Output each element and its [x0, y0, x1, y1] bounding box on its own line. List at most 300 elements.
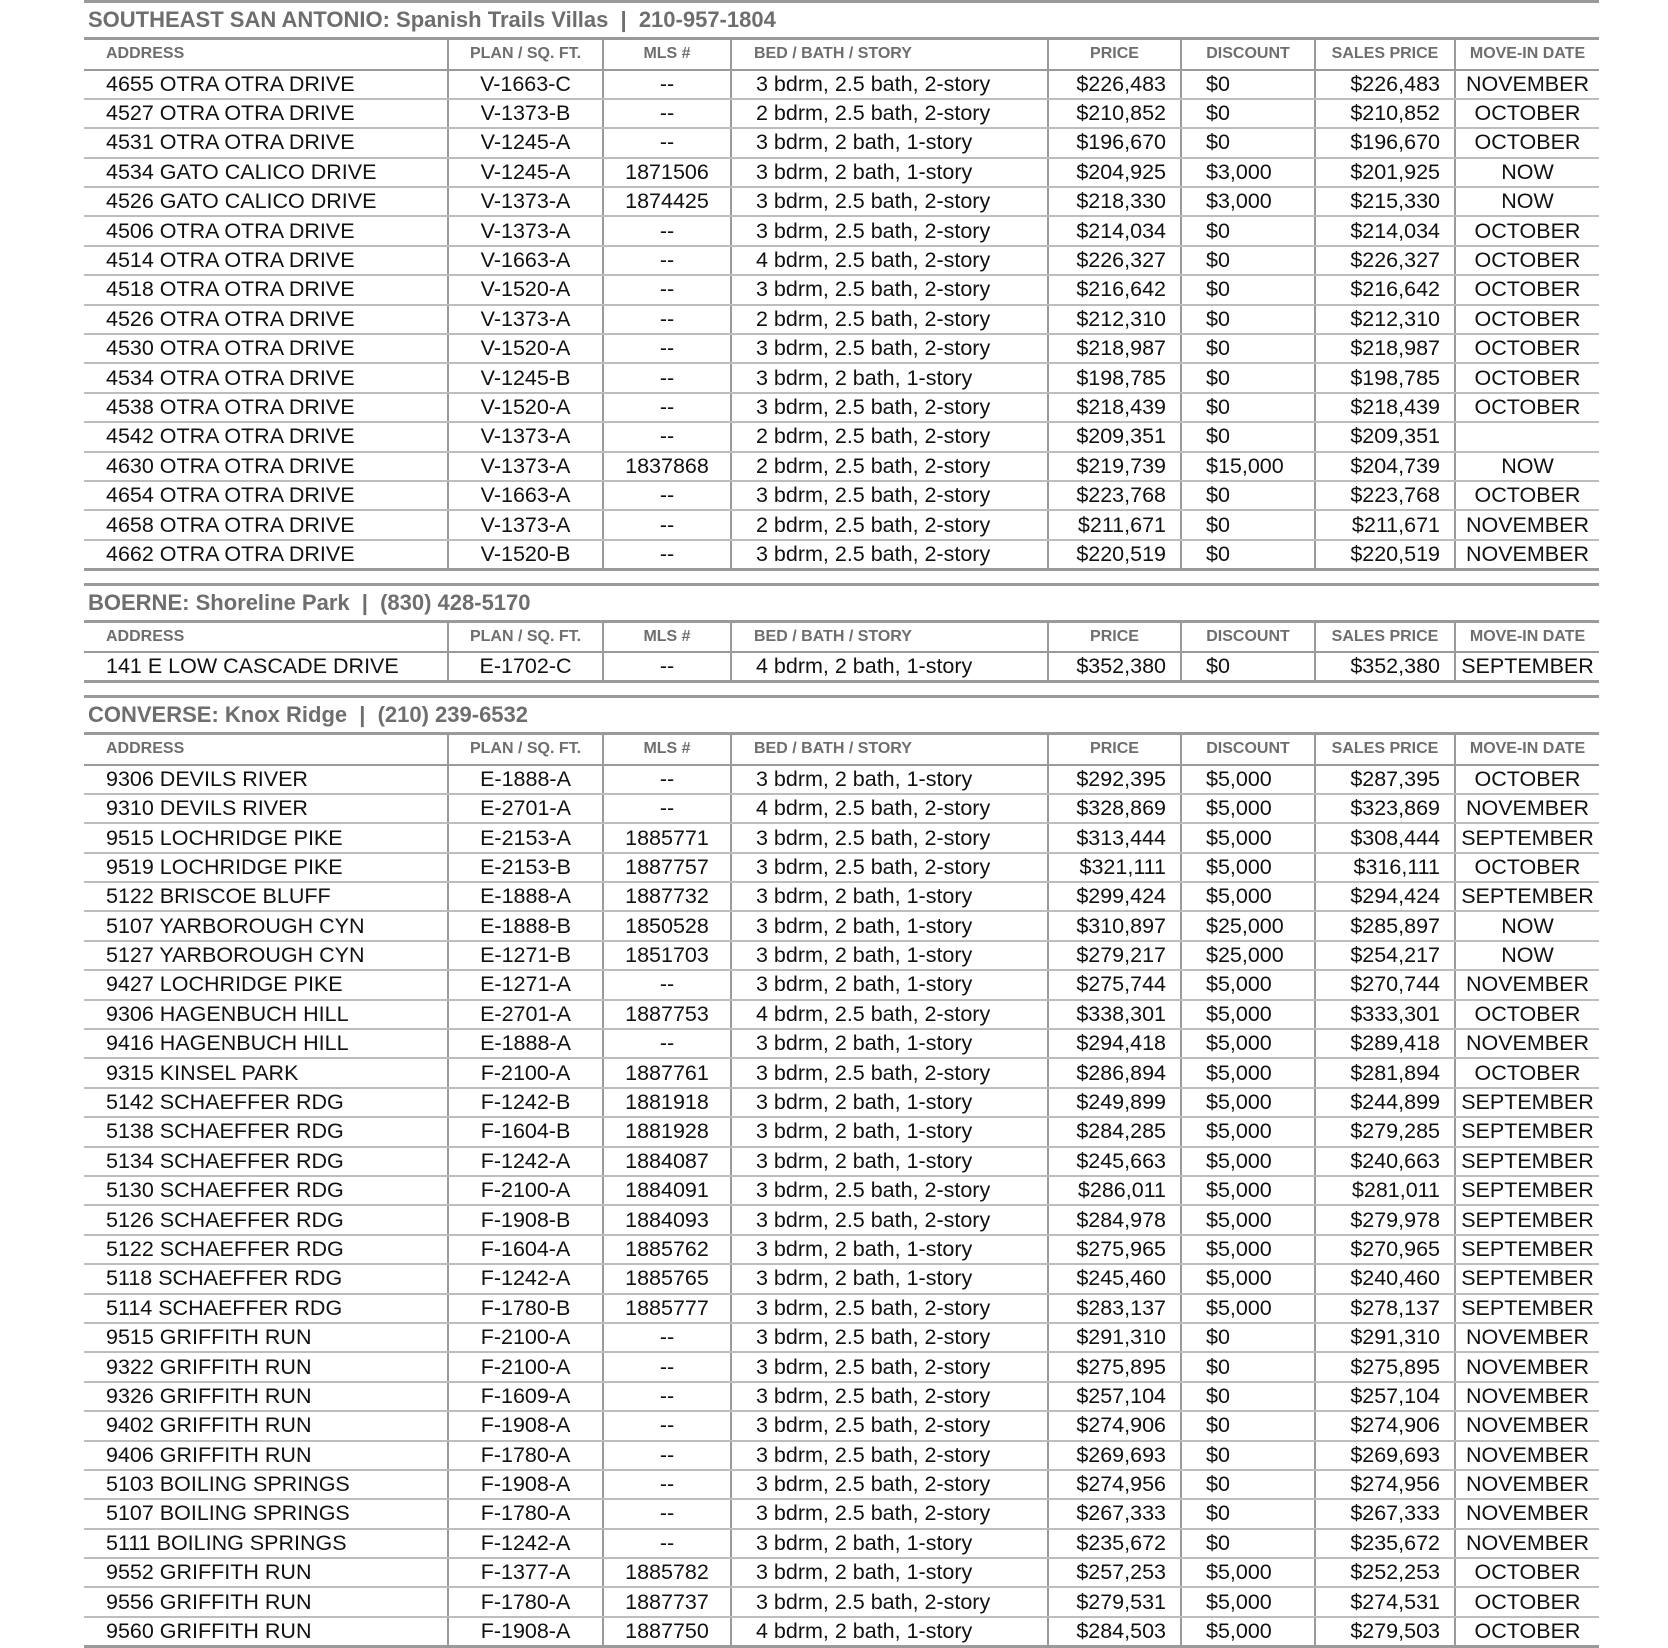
cell-bed-bath-story: 3 bdrm, 2.5 bath, 2-story: [731, 1205, 1048, 1234]
cell-bed-bath-story: 3 bdrm, 2.5 bath, 2-story: [731, 481, 1048, 510]
cell-plan: F-1908-A: [448, 1470, 603, 1499]
cell-move-in-date: SEPTEMBER: [1455, 1088, 1599, 1117]
cell-plan: F-1780-A: [448, 1441, 603, 1470]
cell-plan: V-1373-A: [448, 452, 603, 481]
cell-mls: --: [603, 246, 731, 275]
cell-discount: $0: [1181, 216, 1315, 245]
table-row: [84, 882, 1599, 911]
cell-plan: V-1245-B: [448, 363, 603, 392]
cell-address: 4531 OTRA OTRA DRIVE: [84, 128, 448, 157]
cell-plan: V-1373-A: [448, 216, 603, 245]
listings-page: [84, 0, 1599, 1648]
table-header-row: [84, 39, 1599, 70]
cell-address: 141 E LOW CASCADE DRIVE: [84, 652, 448, 681]
cell-bed-bath-story: 3 bdrm, 2 bath, 1-story: [731, 1235, 1048, 1264]
cell-address: 9515 GRIFFITH RUN: [84, 1323, 448, 1352]
cell-address: 4534 GATO CALICO DRIVE: [84, 158, 448, 187]
cell-discount: $0: [1181, 1323, 1315, 1352]
cell-price: $204,925: [1048, 158, 1181, 187]
table-row: [84, 1294, 1599, 1323]
cell-mls: --: [603, 422, 731, 451]
section-separator: |: [361, 589, 368, 615]
cell-price: $219,739: [1048, 452, 1181, 481]
cell-discount: $0: [1181, 1382, 1315, 1411]
cell-bed-bath-story: 3 bdrm, 2 bath, 1-story: [731, 911, 1048, 940]
cell-bed-bath-story: 3 bdrm, 2.5 bath, 2-story: [731, 1058, 1048, 1087]
cell-move-in-date: OCTOBER: [1455, 853, 1599, 882]
section-area: BOERNE:: [88, 589, 190, 615]
cell-address: 4534 OTRA OTRA DRIVE: [84, 363, 448, 392]
cell-discount: $0: [1181, 246, 1315, 275]
cell-bed-bath-story: 3 bdrm, 2.5 bath, 2-story: [731, 1499, 1048, 1528]
cell-price: $284,503: [1048, 1617, 1181, 1646]
table-row: [84, 363, 1599, 392]
table-row: [84, 275, 1599, 304]
cell-discount: $0: [1181, 363, 1315, 392]
cell-price: $218,330: [1048, 187, 1181, 216]
cell-bed-bath-story: 3 bdrm, 2.5 bath, 2-story: [731, 1176, 1048, 1205]
cell-price: $274,906: [1048, 1411, 1181, 1440]
cell-address: 4506 OTRA OTRA DRIVE: [84, 216, 448, 245]
table-row: [84, 158, 1599, 187]
cell-discount: $0: [1181, 1411, 1315, 1440]
cell-bed-bath-story: 3 bdrm, 2.5 bath, 2-story: [731, 1382, 1048, 1411]
col-header-plan: PLAN / SQ. FT.: [448, 621, 603, 652]
cell-mls: 1885777: [603, 1294, 731, 1323]
cell-mls: 1874425: [603, 187, 731, 216]
cell-sales-price: $308,444: [1315, 823, 1455, 852]
cell-sales-price: $254,217: [1315, 941, 1455, 970]
cell-mls: --: [603, 363, 731, 392]
table-row: [84, 128, 1599, 157]
cell-sales-price: $235,672: [1315, 1529, 1455, 1558]
cell-plan: V-1663-C: [448, 70, 603, 99]
cell-move-in-date: SEPTEMBER: [1455, 1294, 1599, 1323]
col-header-bed-bath-story: BED / BATH / STORY: [731, 734, 1048, 765]
col-header-move-in-date: MOVE-IN DATE: [1455, 39, 1599, 70]
cell-price: $284,978: [1048, 1205, 1181, 1234]
cell-mls: 1884091: [603, 1176, 731, 1205]
listings-table: [84, 37, 1599, 571]
cell-address: 9560 GRIFFITH RUN: [84, 1617, 448, 1646]
table-header-row: [84, 621, 1599, 652]
cell-discount: $5,000: [1181, 1235, 1315, 1264]
table-row: [84, 1205, 1599, 1234]
cell-discount: $0: [1181, 1470, 1315, 1499]
cell-discount: $25,000: [1181, 911, 1315, 940]
cell-address: 4630 OTRA OTRA DRIVE: [84, 452, 448, 481]
cell-bed-bath-story: 3 bdrm, 2.5 bath, 2-story: [731, 1441, 1048, 1470]
cell-price: $279,531: [1048, 1587, 1181, 1616]
cell-move-in-date: SEPTEMBER: [1455, 823, 1599, 852]
cell-mls: --: [603, 1499, 731, 1528]
table-row: [84, 853, 1599, 882]
section-spacer: [84, 571, 1599, 583]
cell-plan: F-1609-A: [448, 1382, 603, 1411]
cell-discount: $5,000: [1181, 1088, 1315, 1117]
cell-price: $269,693: [1048, 1441, 1181, 1470]
cell-move-in-date: OCTOBER: [1455, 334, 1599, 363]
cell-address: 4655 OTRA OTRA DRIVE: [84, 70, 448, 99]
cell-mls: 1884093: [603, 1205, 731, 1234]
cell-mls: 1887737: [603, 1587, 731, 1616]
cell-address: 5107 BOILING SPRINGS: [84, 1499, 448, 1528]
cell-address: 4658 OTRA OTRA DRIVE: [84, 510, 448, 539]
table-row: [84, 481, 1599, 510]
cell-bed-bath-story: 3 bdrm, 2 bath, 1-story: [731, 1147, 1048, 1176]
cell-plan: F-1242-A: [448, 1529, 603, 1558]
cell-sales-price: $285,897: [1315, 911, 1455, 940]
cell-mls: --: [603, 334, 731, 363]
cell-price: $310,897: [1048, 911, 1181, 940]
section-area: CONVERSE:: [88, 702, 219, 728]
cell-sales-price: $279,285: [1315, 1117, 1455, 1146]
cell-address: 4526 OTRA OTRA DRIVE: [84, 305, 448, 334]
cell-discount: $0: [1181, 652, 1315, 681]
cell-move-in-date: NOVEMBER: [1455, 1323, 1599, 1352]
cell-mls: 1885782: [603, 1558, 731, 1587]
cell-mls: 1851703: [603, 941, 731, 970]
cell-bed-bath-story: 3 bdrm, 2.5 bath, 2-story: [731, 1323, 1048, 1352]
cell-plan: F-1242-B: [448, 1088, 603, 1117]
cell-discount: $5,000: [1181, 1558, 1315, 1587]
cell-price: $245,663: [1048, 1147, 1181, 1176]
cell-discount: $0: [1181, 128, 1315, 157]
cell-plan: F-1604-A: [448, 1235, 603, 1264]
cell-mls: --: [603, 1529, 731, 1558]
table-row: [84, 765, 1599, 794]
cell-plan: F-1780-B: [448, 1294, 603, 1323]
cell-move-in-date: NOVEMBER: [1455, 970, 1599, 999]
cell-address: 5122 SCHAEFFER RDG: [84, 1235, 448, 1264]
cell-move-in-date: OCTOBER: [1455, 1617, 1599, 1646]
cell-price: $218,439: [1048, 393, 1181, 422]
cell-sales-price: $274,906: [1315, 1411, 1455, 1440]
table-row: [84, 1470, 1599, 1499]
cell-sales-price: $198,785: [1315, 363, 1455, 392]
col-header-sales-price: SALES PRICE: [1315, 621, 1455, 652]
section-title: [84, 583, 1599, 620]
cell-move-in-date: NOW: [1455, 911, 1599, 940]
cell-sales-price: $333,301: [1315, 1000, 1455, 1029]
cell-price: $299,424: [1048, 882, 1181, 911]
cell-bed-bath-story: 3 bdrm, 2 bath, 1-story: [731, 941, 1048, 970]
cell-move-in-date: OCTOBER: [1455, 99, 1599, 128]
table-row: [84, 510, 1599, 539]
cell-price: $223,768: [1048, 481, 1181, 510]
cell-plan: E-1888-A: [448, 1029, 603, 1058]
cell-plan: E-2701-A: [448, 1000, 603, 1029]
cell-move-in-date: NOVEMBER: [1455, 1470, 1599, 1499]
cell-mls: --: [603, 540, 731, 569]
cell-discount: $5,000: [1181, 1205, 1315, 1234]
cell-plan: F-1780-A: [448, 1587, 603, 1616]
cell-bed-bath-story: 4 bdrm, 2 bath, 1-story: [731, 652, 1048, 681]
cell-move-in-date: NOVEMBER: [1455, 1499, 1599, 1528]
cell-discount: $0: [1181, 393, 1315, 422]
cell-price: $216,642: [1048, 275, 1181, 304]
cell-bed-bath-story: 3 bdrm, 2.5 bath, 2-story: [731, 823, 1048, 852]
cell-mls: --: [603, 765, 731, 794]
cell-mls: --: [603, 970, 731, 999]
cell-discount: $0: [1181, 1529, 1315, 1558]
table-row: [84, 941, 1599, 970]
cell-bed-bath-story: 3 bdrm, 2 bath, 1-story: [731, 158, 1048, 187]
section-spacer: [84, 683, 1599, 695]
cell-plan: E-1888-A: [448, 882, 603, 911]
table-row: [84, 540, 1599, 569]
cell-price: $286,894: [1048, 1058, 1181, 1087]
cell-address: 5103 BOILING SPRINGS: [84, 1470, 448, 1499]
section-community: Spanish Trails Villas: [396, 7, 609, 32]
cell-move-in-date: NOVEMBER: [1455, 1029, 1599, 1058]
cell-discount: $5,000: [1181, 1058, 1315, 1087]
cell-sales-price: $294,424: [1315, 882, 1455, 911]
cell-bed-bath-story: 3 bdrm, 2.5 bath, 2-story: [731, 216, 1048, 245]
cell-move-in-date: NOVEMBER: [1455, 1352, 1599, 1381]
col-header-plan: PLAN / SQ. FT.: [448, 39, 603, 70]
cell-price: $275,744: [1048, 970, 1181, 999]
cell-bed-bath-story: 3 bdrm, 2.5 bath, 2-story: [731, 334, 1048, 363]
cell-plan: F-1377-A: [448, 1558, 603, 1587]
cell-discount: $5,000: [1181, 970, 1315, 999]
col-header-address: ADDRESS: [84, 621, 448, 652]
cell-price: $279,217: [1048, 941, 1181, 970]
cell-bed-bath-story: 2 bdrm, 2.5 bath, 2-story: [731, 422, 1048, 451]
cell-sales-price: $316,111: [1315, 853, 1455, 882]
cell-plan: V-1520-A: [448, 393, 603, 422]
cell-move-in-date: OCTOBER: [1455, 246, 1599, 275]
cell-discount: $15,000: [1181, 452, 1315, 481]
cell-plan: V-1373-B: [448, 99, 603, 128]
cell-bed-bath-story: 3 bdrm, 2.5 bath, 2-story: [731, 187, 1048, 216]
cell-bed-bath-story: 3 bdrm, 2.5 bath, 2-story: [731, 1411, 1048, 1440]
cell-bed-bath-story: 3 bdrm, 2 bath, 1-story: [731, 970, 1048, 999]
cell-sales-price: $218,987: [1315, 334, 1455, 363]
cell-sales-price: $240,663: [1315, 1147, 1455, 1176]
cell-address: 5111 BOILING SPRINGS: [84, 1529, 448, 1558]
cell-address: 5134 SCHAEFFER RDG: [84, 1147, 448, 1176]
cell-address: 5130 SCHAEFFER RDG: [84, 1176, 448, 1205]
cell-discount: $0: [1181, 275, 1315, 304]
cell-sales-price: $204,739: [1315, 452, 1455, 481]
section-phone: (210) 239-6532: [377, 702, 529, 728]
cell-sales-price: $218,439: [1315, 393, 1455, 422]
cell-address: 5122 BRISCOE BLUFF: [84, 882, 448, 911]
cell-plan: V-1663-A: [448, 246, 603, 275]
cell-bed-bath-story: 3 bdrm, 2.5 bath, 2-story: [731, 1352, 1048, 1381]
cell-price: $313,444: [1048, 823, 1181, 852]
col-header-mls: MLS #: [603, 621, 731, 652]
table-row: [84, 823, 1599, 852]
cell-move-in-date: SEPTEMBER: [1455, 882, 1599, 911]
cell-plan: V-1663-A: [448, 481, 603, 510]
section-separator: |: [359, 702, 366, 728]
table-row: [84, 70, 1599, 99]
cell-address: 9427 LOCHRIDGE PIKE: [84, 970, 448, 999]
cell-discount: $5,000: [1181, 794, 1315, 823]
cell-move-in-date: OCTOBER: [1455, 1000, 1599, 1029]
cell-move-in-date: NOVEMBER: [1455, 1441, 1599, 1470]
table-row: [84, 1441, 1599, 1470]
cell-plan: F-1780-A: [448, 1499, 603, 1528]
cell-plan: F-1908-A: [448, 1617, 603, 1646]
cell-bed-bath-story: 3 bdrm, 2 bath, 1-story: [731, 1558, 1048, 1587]
cell-address: 5126 SCHAEFFER RDG: [84, 1205, 448, 1234]
cell-address: 4654 OTRA OTRA DRIVE: [84, 481, 448, 510]
cell-plan: E-2153-A: [448, 823, 603, 852]
cell-price: $338,301: [1048, 1000, 1181, 1029]
cell-move-in-date: SEPTEMBER: [1455, 1147, 1599, 1176]
cell-address: 9416 HAGENBUCH HILL: [84, 1029, 448, 1058]
cell-discount: $5,000: [1181, 1029, 1315, 1058]
cell-move-in-date: [1455, 422, 1599, 451]
cell-address: 9515 LOCHRIDGE PIKE: [84, 823, 448, 852]
cell-plan: E-2701-A: [448, 794, 603, 823]
table-row: [84, 911, 1599, 940]
cell-bed-bath-story: 4 bdrm, 2.5 bath, 2-story: [731, 246, 1048, 275]
cell-mls: 1885771: [603, 823, 731, 852]
col-header-discount: DISCOUNT: [1181, 734, 1315, 765]
cell-discount: $25,000: [1181, 941, 1315, 970]
cell-address: 4526 GATO CALICO DRIVE: [84, 187, 448, 216]
cell-discount: $5,000: [1181, 853, 1315, 882]
cell-address: 5142 SCHAEFFER RDG: [84, 1088, 448, 1117]
cell-bed-bath-story: 2 bdrm, 2.5 bath, 2-story: [731, 510, 1048, 539]
col-header-move-in-date: MOVE-IN DATE: [1455, 621, 1599, 652]
cell-sales-price: $279,978: [1315, 1205, 1455, 1234]
section-separator: |: [620, 7, 627, 32]
cell-plan: F-2100-A: [448, 1352, 603, 1381]
cell-address: 5114 SCHAEFFER RDG: [84, 1294, 448, 1323]
cell-mls: 1885765: [603, 1264, 731, 1293]
cell-sales-price: $226,483: [1315, 70, 1455, 99]
cell-price: $235,672: [1048, 1529, 1181, 1558]
section-title: [84, 695, 1599, 732]
table-row: [84, 216, 1599, 245]
cell-address: 4662 OTRA OTRA DRIVE: [84, 540, 448, 569]
cell-plan: V-1520-A: [448, 275, 603, 304]
cell-plan: E-1888-B: [448, 911, 603, 940]
cell-mls: --: [603, 1441, 731, 1470]
cell-discount: $5,000: [1181, 823, 1315, 852]
cell-price: $249,899: [1048, 1088, 1181, 1117]
cell-move-in-date: SEPTEMBER: [1455, 652, 1599, 681]
col-header-mls: MLS #: [603, 39, 731, 70]
listings-table: [84, 732, 1599, 1648]
cell-sales-price: $278,137: [1315, 1294, 1455, 1323]
cell-mls: 1887753: [603, 1000, 731, 1029]
table-row: [84, 1147, 1599, 1176]
table-row: [84, 1587, 1599, 1616]
cell-plan: F-2100-A: [448, 1323, 603, 1352]
cell-mls: --: [603, 652, 731, 681]
cell-sales-price: $267,333: [1315, 1499, 1455, 1528]
cell-move-in-date: OCTOBER: [1455, 1058, 1599, 1087]
section-area: SOUTHEAST SAN ANTONIO:: [88, 7, 390, 32]
listings-table: [84, 620, 1599, 683]
cell-plan: F-1242-A: [448, 1264, 603, 1293]
cell-sales-price: $220,519: [1315, 540, 1455, 569]
table-row: [84, 1323, 1599, 1352]
cell-plan: F-1242-A: [448, 1147, 603, 1176]
cell-price: $196,670: [1048, 128, 1181, 157]
cell-plan: F-1908-A: [448, 1411, 603, 1440]
section-community: Knox Ridge: [224, 702, 348, 728]
cell-move-in-date: OCTOBER: [1455, 275, 1599, 304]
cell-discount: $3,000: [1181, 187, 1315, 216]
cell-price: $283,137: [1048, 1294, 1181, 1323]
cell-price: $292,395: [1048, 765, 1181, 794]
cell-price: $286,011: [1048, 1176, 1181, 1205]
cell-plan: F-1908-B: [448, 1205, 603, 1234]
cell-mls: 1881928: [603, 1117, 731, 1146]
col-header-price: PRICE: [1048, 621, 1181, 652]
cell-address: 4530 OTRA OTRA DRIVE: [84, 334, 448, 363]
cell-bed-bath-story: 3 bdrm, 2 bath, 1-story: [731, 1029, 1048, 1058]
cell-plan: V-1245-A: [448, 158, 603, 187]
cell-mls: 1887732: [603, 882, 731, 911]
cell-price: $294,418: [1048, 1029, 1181, 1058]
cell-bed-bath-story: 3 bdrm, 2.5 bath, 2-story: [731, 70, 1048, 99]
cell-bed-bath-story: 3 bdrm, 2.5 bath, 2-story: [731, 1470, 1048, 1499]
cell-address: 5138 SCHAEFFER RDG: [84, 1117, 448, 1146]
cell-move-in-date: OCTOBER: [1455, 363, 1599, 392]
cell-address: 9402 GRIFFITH RUN: [84, 1411, 448, 1440]
cell-address: 4527 OTRA OTRA DRIVE: [84, 99, 448, 128]
cell-plan: V-1373-A: [448, 187, 603, 216]
cell-discount: $0: [1181, 1499, 1315, 1528]
cell-move-in-date: NOVEMBER: [1455, 1382, 1599, 1411]
cell-price: $220,519: [1048, 540, 1181, 569]
col-header-price: PRICE: [1048, 39, 1181, 70]
col-header-discount: DISCOUNT: [1181, 39, 1315, 70]
cell-sales-price: $214,034: [1315, 216, 1455, 245]
table-row: [84, 1029, 1599, 1058]
cell-bed-bath-story: 3 bdrm, 2.5 bath, 2-story: [731, 1294, 1048, 1323]
table-row: [84, 970, 1599, 999]
cell-move-in-date: SEPTEMBER: [1455, 1205, 1599, 1234]
cell-move-in-date: NOVEMBER: [1455, 794, 1599, 823]
col-header-plan: PLAN / SQ. FT.: [448, 734, 603, 765]
cell-mls: --: [603, 1029, 731, 1058]
cell-sales-price: $270,744: [1315, 970, 1455, 999]
col-header-price: PRICE: [1048, 734, 1181, 765]
cell-price: $214,034: [1048, 216, 1181, 245]
cell-bed-bath-story: 3 bdrm, 2 bath, 1-story: [731, 765, 1048, 794]
cell-bed-bath-story: 4 bdrm, 2.5 bath, 2-story: [731, 794, 1048, 823]
cell-address: 9322 GRIFFITH RUN: [84, 1352, 448, 1381]
table-row: [84, 1000, 1599, 1029]
cell-bed-bath-story: 3 bdrm, 2 bath, 1-story: [731, 1529, 1048, 1558]
table-row: [84, 1117, 1599, 1146]
cell-bed-bath-story: 3 bdrm, 2 bath, 1-story: [731, 1264, 1048, 1293]
cell-discount: $5,000: [1181, 1000, 1315, 1029]
col-header-sales-price: SALES PRICE: [1315, 39, 1455, 70]
cell-bed-bath-story: 3 bdrm, 2.5 bath, 2-story: [731, 393, 1048, 422]
cell-discount: $5,000: [1181, 1587, 1315, 1616]
cell-discount: $0: [1181, 334, 1315, 363]
col-header-sales-price: SALES PRICE: [1315, 734, 1455, 765]
cell-sales-price: $215,330: [1315, 187, 1455, 216]
cell-price: $275,895: [1048, 1352, 1181, 1381]
cell-sales-price: $281,894: [1315, 1058, 1455, 1087]
cell-move-in-date: NOVEMBER: [1455, 70, 1599, 99]
cell-mls: --: [603, 216, 731, 245]
cell-address: 5127 YARBOROUGH CYN: [84, 941, 448, 970]
cell-discount: $0: [1181, 422, 1315, 451]
table-row: [84, 1235, 1599, 1264]
